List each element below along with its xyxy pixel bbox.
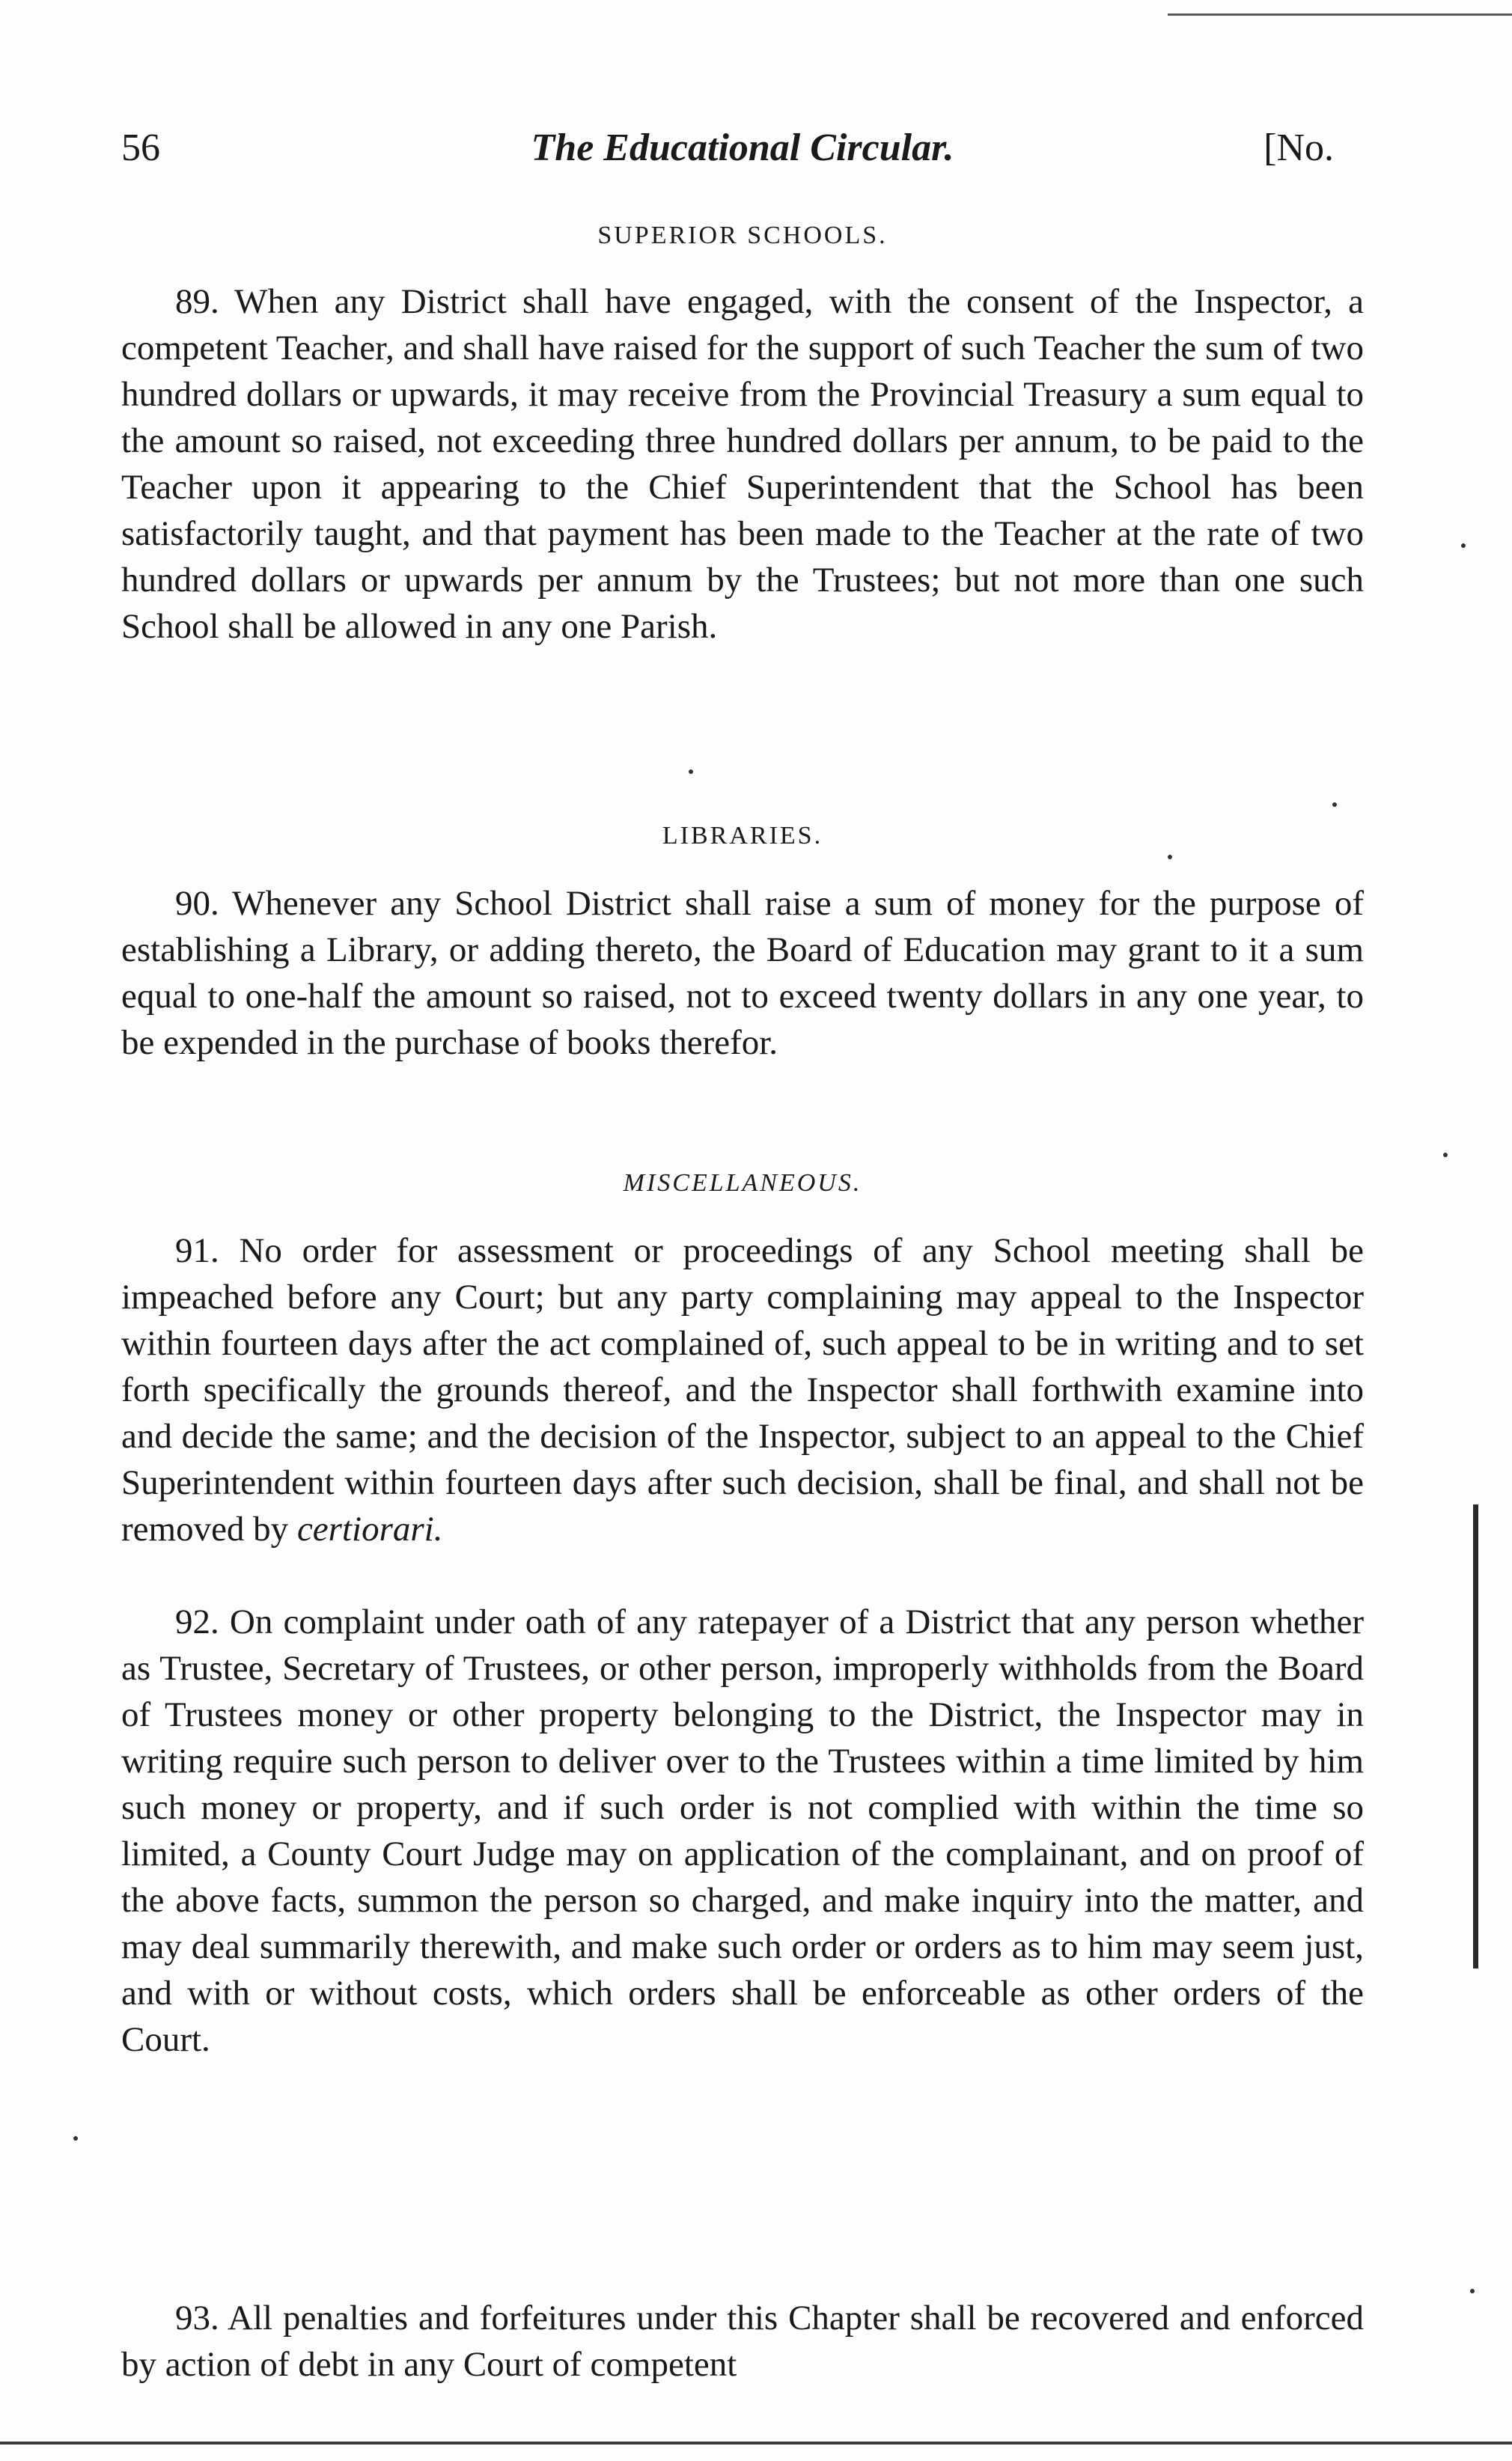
paragraph-89: 89. When any District shall have engaged, with the consent of the Inspector, a competent Teacher, and shall have raised for the support of such Teacher the sum of two hundred dollars or upwards, it may receive from the Provincial Treasury a sum equal to the amount so raised, not exceeding three hundred dollars per annum, to be paid to the Teacher upon it appearing to the Chief Superintendent that the School has been satisfactorily taught, and that payment has been made to the Teacher at the rate of two hundred dollars or upwards per annum by the Trustees; but not more than one such School shall be allowed in any one Parish. bbox=[121, 282, 1364, 646]
paragraph-91-text: 91. No order for assessment or proceedings of any School meeting shall be impeached before any Court; but any party complaining may appeal to the Inspector within fourteen days after the act complained of, such appeal to be in writing and to set forth specifically the grounds thereof, and the Inspector shall forthwith examine into and decide the same; and the decision of the Inspector, subject to an appeal to the Chief Superintendent within fourteen days after such decision, shall be final, and shall not be removed by bbox=[121, 1231, 1364, 1549]
paragraph-92: 92. On complaint under oath of any ratepayer of a District that any person whether as Trustee, Secretary of Trustees, or other person, improperly withholds from the Board of Trustees money or other property belonging to the District, the Inspector may in writing require such person to deliver over to the Trustees within a time limited by him such money or property, and if such order is not complied with within the time so limited, a County Court Judge may on application of the complainant, and on proof of the above facts, summon the person so charged, and make inquiry into the matter, and may deal summarily therewith, and make such order or orders as to him may seem just, and with or without costs, which orders shall be enforceable as other orders of the Court. bbox=[121, 1602, 1364, 2059]
paragraph-91 bbox=[121, 1228, 1364, 1552]
margin-bracket-line bbox=[1473, 1504, 1478, 1969]
section-heading-miscellaneous: MISCELLANEOUS. bbox=[623, 1169, 862, 1197]
scan-speck bbox=[1168, 855, 1172, 859]
paragraph-90: 90. Whenever any School District shall raise a sum of money for the purpose of establishing a Library, or adding thereto, the Board of Education may grant to it a sum equal to one-half the amount so raised, not to exceed twenty dollars in any one year, to be expended in the purchase of books therefor. bbox=[121, 884, 1364, 1062]
scan-speck bbox=[1443, 1153, 1448, 1157]
scan-bottom-edge bbox=[0, 2442, 1512, 2445]
section-heading-libraries: LIBRARIES. bbox=[662, 822, 823, 850]
scan-speck bbox=[1461, 543, 1466, 548]
page-number: 56 bbox=[121, 126, 160, 169]
issue-mark: [No. bbox=[1263, 126, 1334, 169]
scan-speck bbox=[1470, 2289, 1475, 2293]
running-title: The Educational Circular. bbox=[531, 126, 954, 169]
scan-speck bbox=[689, 769, 693, 774]
scan-edge-line bbox=[1168, 13, 1512, 16]
paragraph-93: 93. All penalties and forfeitures under this Chapter shall be recovered and enforced by action of debt in any Court of competent bbox=[121, 2299, 1364, 2384]
section-heading-superior-schools: SUPERIOR SCHOOLS. bbox=[597, 222, 888, 249]
scan-speck bbox=[73, 2136, 78, 2141]
page-header bbox=[121, 126, 1364, 178]
paragraph-91-italic-term: certiorari. bbox=[296, 1510, 443, 1549]
scan-speck bbox=[1332, 802, 1337, 807]
